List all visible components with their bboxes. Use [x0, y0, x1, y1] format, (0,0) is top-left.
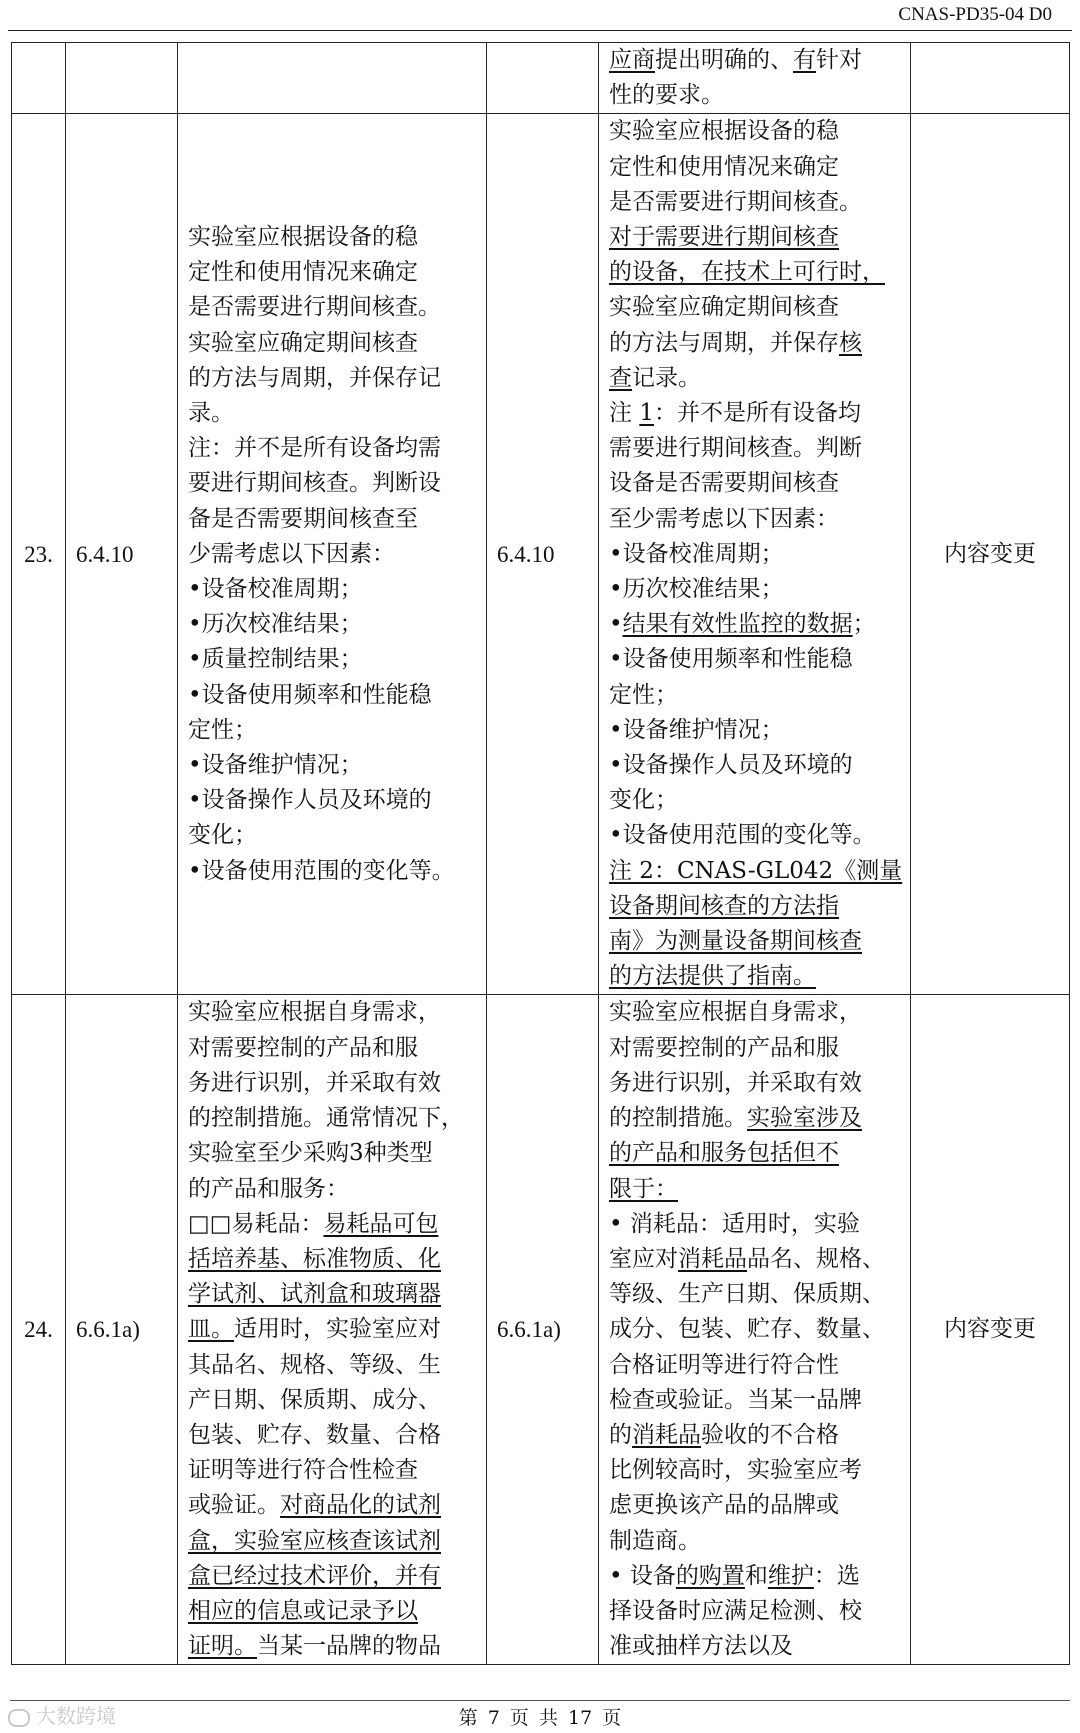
- document-id: CNAS-PD35-04 D0: [898, 4, 1052, 25]
- text-segment: •设备校准周期；: [609, 540, 784, 567]
- text-line: [188, 361, 476, 396]
- change-type: 内容变更: [911, 995, 1070, 1665]
- old-clause: 6.6.1a): [66, 995, 178, 1665]
- new-text: [599, 995, 911, 1665]
- text-segment: 务进行识别，并采取有效: [609, 1069, 862, 1096]
- text-segment: 择设备时应满足检测、校: [609, 1597, 862, 1624]
- text-segment: • 设备: [609, 1562, 676, 1589]
- text-line: [188, 783, 476, 818]
- text-segment: 变化；: [609, 787, 678, 814]
- text-line: [609, 678, 900, 713]
- text-line: [609, 889, 900, 924]
- page-number: 第 7 页 共 17 页: [458, 1707, 622, 1729]
- text-line: [188, 607, 476, 642]
- changed-text: 括培养基、标准物质、化: [188, 1245, 441, 1272]
- text-segment: 成分、包装、贮存、数量、: [609, 1316, 885, 1343]
- text-segment: 设备是否需要期间核查: [609, 470, 839, 497]
- text-segment: •设备使用频率和性能稳: [188, 681, 432, 708]
- changed-text: 限于：: [609, 1175, 678, 1202]
- text-segment: 要进行期间核查。判断设: [188, 470, 441, 497]
- text-segment: 准或抽样方法以及: [609, 1633, 793, 1660]
- text-line: [609, 396, 900, 431]
- text-segment: • 消耗品：适用时，实验: [609, 1210, 860, 1237]
- text-line: [609, 854, 903, 889]
- text-line: [609, 1136, 900, 1171]
- text-segment: 针对: [816, 47, 862, 73]
- text-segment: 室应对: [609, 1245, 678, 1272]
- table-row: [12, 43, 1070, 114]
- old-clause: 6.4.10: [66, 114, 178, 995]
- change-type: [911, 43, 1070, 114]
- text-segment: 品名、规格、: [747, 1245, 885, 1272]
- text-segment: 至少需考虑以下因素：: [609, 505, 839, 532]
- text-line: [188, 1172, 476, 1207]
- text-line: [609, 361, 900, 396]
- text-line: [188, 1066, 476, 1101]
- text-line: [609, 1101, 900, 1136]
- text-segment: 适用时，实验室应对: [234, 1316, 441, 1343]
- changed-text: 证明。: [188, 1633, 257, 1660]
- text-line: [188, 713, 476, 748]
- text-line: [188, 678, 476, 713]
- changed-text: 相应的信息或记录予以: [188, 1597, 418, 1624]
- text-line: [609, 1312, 900, 1347]
- changed-text: 对商品化的试剂: [280, 1492, 441, 1519]
- text-segment: 的方法与周期，并保存: [609, 329, 839, 356]
- watermark: 大数跨境: [8, 1700, 116, 1729]
- text-segment: •设备操作人员及环境的: [188, 787, 432, 814]
- text-segment: 当某一品牌的物品: [257, 1633, 441, 1660]
- text-segment: 的: [609, 1421, 632, 1448]
- text-line: [609, 713, 900, 748]
- text-line: [609, 43, 900, 78]
- changed-text: 盒，实验室应核查该试剂: [188, 1527, 441, 1554]
- text-segment: 检查或验证。当某一品牌: [609, 1386, 862, 1413]
- text-line: [188, 326, 476, 361]
- text-line: [609, 1488, 900, 1523]
- text-line: [609, 959, 900, 994]
- text-segment: 性的要求。: [609, 82, 724, 109]
- text-segment: 需要进行期间核查。判断: [609, 435, 862, 462]
- changed-text: 的产品和服务包括但不: [609, 1140, 839, 1167]
- changed-text: 皿。: [188, 1316, 234, 1343]
- text-segment: 合格证明等进行符合性: [609, 1351, 839, 1378]
- text-line: [609, 114, 900, 149]
- text-segment: 等级、生产日期、保质期、: [609, 1281, 885, 1308]
- text-segment: 定性；: [188, 716, 257, 743]
- text-line: [609, 1207, 900, 1242]
- changed-text: 应商: [609, 47, 655, 73]
- text-segment: 的产品和服务：: [188, 1175, 349, 1202]
- text-line: [188, 1453, 476, 1488]
- text-segment: 注：并不是所有设备均需: [188, 435, 441, 462]
- text-segment: 的方法与周期，并保存记: [188, 364, 441, 391]
- comparison-table: [11, 42, 1070, 1665]
- changed-text: 的设备，在技术上可行时，: [609, 259, 885, 286]
- text-segment: •设备维护情况；: [609, 716, 784, 743]
- text-line: [188, 255, 476, 290]
- text-line: [188, 1242, 476, 1277]
- text-segment: 备是否需要期间核查至: [188, 505, 418, 532]
- text-segment: 实验室应确定期间核查: [609, 294, 839, 321]
- text-segment: 实验室应根据设备的稳: [188, 224, 418, 251]
- text-line: [188, 1418, 476, 1453]
- text-segment: 虑更换该产品的品牌或: [609, 1492, 839, 1519]
- text-segment: 定性；: [609, 681, 678, 708]
- changed-text: 维护: [767, 1562, 814, 1589]
- text-segment: •历次校准结果；: [609, 576, 784, 603]
- text-segment: •历次校准结果；: [188, 611, 363, 638]
- text-segment: 和: [744, 1562, 768, 1589]
- text-line: [188, 995, 476, 1030]
- text-line: [188, 1312, 476, 1347]
- changed-text: 南》为测量设备期间核查: [609, 928, 862, 955]
- text-line: [609, 255, 900, 290]
- text-line: [609, 924, 900, 959]
- text-line: [609, 1559, 900, 1594]
- text-line: [609, 150, 900, 185]
- text-segment: 的控制措施。通常情况下，: [188, 1105, 464, 1132]
- new-clause: [487, 43, 599, 114]
- text-segment: 或验证。: [188, 1492, 280, 1519]
- text-line: [609, 185, 900, 220]
- text-segment: •设备操作人员及环境的: [609, 752, 853, 779]
- text-segment: •设备使用范围的变化等。: [188, 857, 455, 884]
- text-line: [188, 466, 476, 501]
- text-line: [609, 1453, 900, 1488]
- text-segment: 务进行识别，并采取有效: [188, 1069, 441, 1096]
- text-segment: □□易耗品：: [188, 1210, 324, 1237]
- text-segment: 实验室应根据设备的稳: [609, 118, 839, 145]
- table-row: [12, 995, 1070, 1665]
- text-line: [609, 995, 900, 1030]
- text-line: [609, 818, 900, 853]
- table-row: [12, 114, 1070, 995]
- text-line: [609, 220, 900, 255]
- text-line: [188, 1277, 476, 1312]
- text-line: [609, 1348, 900, 1383]
- text-segment: 录。: [188, 400, 234, 427]
- row-number: 24.: [12, 995, 66, 1665]
- text-segment: 产日期、保质期、成分、: [188, 1386, 441, 1413]
- text-line: [188, 1348, 476, 1383]
- text-segment: 实验室应确定期间核查: [188, 329, 418, 356]
- text-line: [609, 572, 900, 607]
- text-segment: •设备校准周期；: [188, 576, 363, 603]
- text-line: [188, 854, 476, 889]
- text-segment: ：选: [813, 1562, 860, 1589]
- footer-rule: [10, 1700, 1070, 1701]
- changed-text: 设备期间核查的方法指: [609, 892, 839, 919]
- changed-text: 消耗品: [632, 1421, 701, 1448]
- text-line: [188, 220, 476, 255]
- text-line: [188, 1136, 476, 1171]
- text-segment: ；: [852, 611, 876, 638]
- new-clause: 6.4.10: [487, 114, 599, 995]
- text-line: [609, 1277, 900, 1312]
- text-line: [188, 1031, 476, 1066]
- changed-text: 的方法提供了指南。: [609, 963, 816, 990]
- text-line: [609, 537, 900, 572]
- text-segment: •设备使用频率和性能稳: [609, 646, 853, 673]
- text-line: [188, 572, 476, 607]
- text-line: [609, 1031, 900, 1066]
- text-segment: 对需要控制的产品和服: [188, 1034, 418, 1061]
- text-line: [609, 290, 900, 325]
- text-line: [609, 1066, 900, 1101]
- text-segment: 对需要控制的产品和服: [609, 1034, 839, 1061]
- changed-text: 核: [839, 329, 862, 356]
- old-text: [178, 995, 487, 1665]
- text-segment: •设备使用范围的变化等。: [609, 822, 876, 849]
- changed-text: 对于需要进行期间核查: [609, 224, 839, 251]
- text-segment: 变化；: [188, 822, 257, 849]
- header-rule: [8, 30, 1072, 31]
- changed-text: 结果有效性监控的数据: [622, 611, 853, 638]
- text-line: [188, 290, 476, 325]
- text-segment: 记录。: [632, 364, 701, 391]
- row-number: [12, 43, 66, 114]
- text-line: [609, 642, 900, 677]
- text-line: [188, 1488, 476, 1523]
- text-line: [609, 1594, 900, 1629]
- text-line: [188, 748, 476, 783]
- changed-text: 实验室涉及: [747, 1105, 862, 1132]
- changed-text: 盒已经过技术评价，并有: [188, 1562, 441, 1589]
- text-line: [188, 1383, 476, 1418]
- text-line: [609, 607, 900, 642]
- text-segment: •设备维护情况；: [188, 752, 363, 779]
- text-line: [188, 1629, 476, 1664]
- text-line: [609, 1383, 900, 1418]
- text-segment: 定性和使用情况来确定: [609, 153, 839, 180]
- text-line: [188, 818, 476, 853]
- text-segment: ：并不是所有设备均: [653, 400, 861, 427]
- text-segment: 是否需要进行期间核查。: [609, 188, 862, 215]
- text-line: [609, 1524, 900, 1559]
- text-line: [188, 1559, 476, 1594]
- text-line: [609, 502, 900, 537]
- text-line: [188, 1524, 476, 1559]
- text-segment: 的控制措施。: [609, 1105, 747, 1132]
- text-segment: 提出明确的、: [655, 47, 793, 73]
- text-segment: 少需考虑以下因素：: [188, 540, 395, 567]
- text-line: [188, 1101, 476, 1136]
- text-segment: 是否需要进行期间核查。: [188, 294, 441, 321]
- text-segment: 实验室应根据自身需求，: [609, 999, 862, 1026]
- old-text: [178, 114, 487, 995]
- new-text: [599, 43, 911, 114]
- text-line: [188, 642, 476, 677]
- old-clause: [66, 43, 178, 114]
- text-line: [609, 78, 900, 113]
- changed-text: 有: [793, 47, 816, 73]
- changed-text: 查: [609, 364, 632, 391]
- changed-text: 消耗品: [678, 1245, 747, 1272]
- text-line: [188, 1594, 476, 1629]
- new-clause: 6.6.1a): [487, 995, 599, 1665]
- text-line: [609, 1418, 900, 1453]
- changed-text: 1: [639, 400, 654, 427]
- text-line: [609, 1629, 900, 1664]
- text-segment: 注: [609, 400, 640, 427]
- text-segment: 证明等进行符合性检查: [188, 1457, 418, 1484]
- text-line: [609, 326, 900, 361]
- text-segment: 实验室至少采购3种类型: [188, 1140, 433, 1167]
- text-line: [609, 431, 900, 466]
- changed-text: 注 2：CNAS-GL042《测量: [609, 857, 903, 884]
- text-segment: 其品名、规格、等级、生: [188, 1351, 441, 1378]
- old-text: [178, 43, 487, 114]
- text-segment: •: [609, 611, 623, 638]
- text-line: [609, 783, 900, 818]
- text-line: [609, 1172, 900, 1207]
- text-line: [609, 748, 900, 783]
- change-type: 内容变更: [911, 114, 1070, 995]
- text-line: [188, 396, 476, 431]
- changed-text: 的购置: [675, 1562, 745, 1589]
- text-segment: 比例较高时，实验室应考: [609, 1457, 862, 1484]
- text-line: [609, 1242, 900, 1277]
- text-segment: •质量控制结果；: [188, 646, 363, 673]
- changed-text: 易耗品可包: [323, 1210, 439, 1237]
- text-segment: 验收的不合格: [701, 1421, 839, 1448]
- row-number: 23.: [12, 114, 66, 995]
- text-line: [609, 466, 900, 501]
- text-segment: 包装、贮存、数量、合格: [188, 1421, 441, 1448]
- text-line: [188, 502, 476, 537]
- new-text: [599, 114, 911, 995]
- text-line: [188, 431, 476, 466]
- text-segment: 制造商。: [609, 1527, 701, 1554]
- text-segment: 定性和使用情况来确定: [188, 259, 418, 286]
- changed-text: 学试剂、试剂盒和玻璃器: [188, 1281, 441, 1308]
- text-line: [188, 537, 476, 572]
- text-line: [188, 1207, 476, 1242]
- text-segment: 实验室应根据自身需求，: [188, 999, 441, 1026]
